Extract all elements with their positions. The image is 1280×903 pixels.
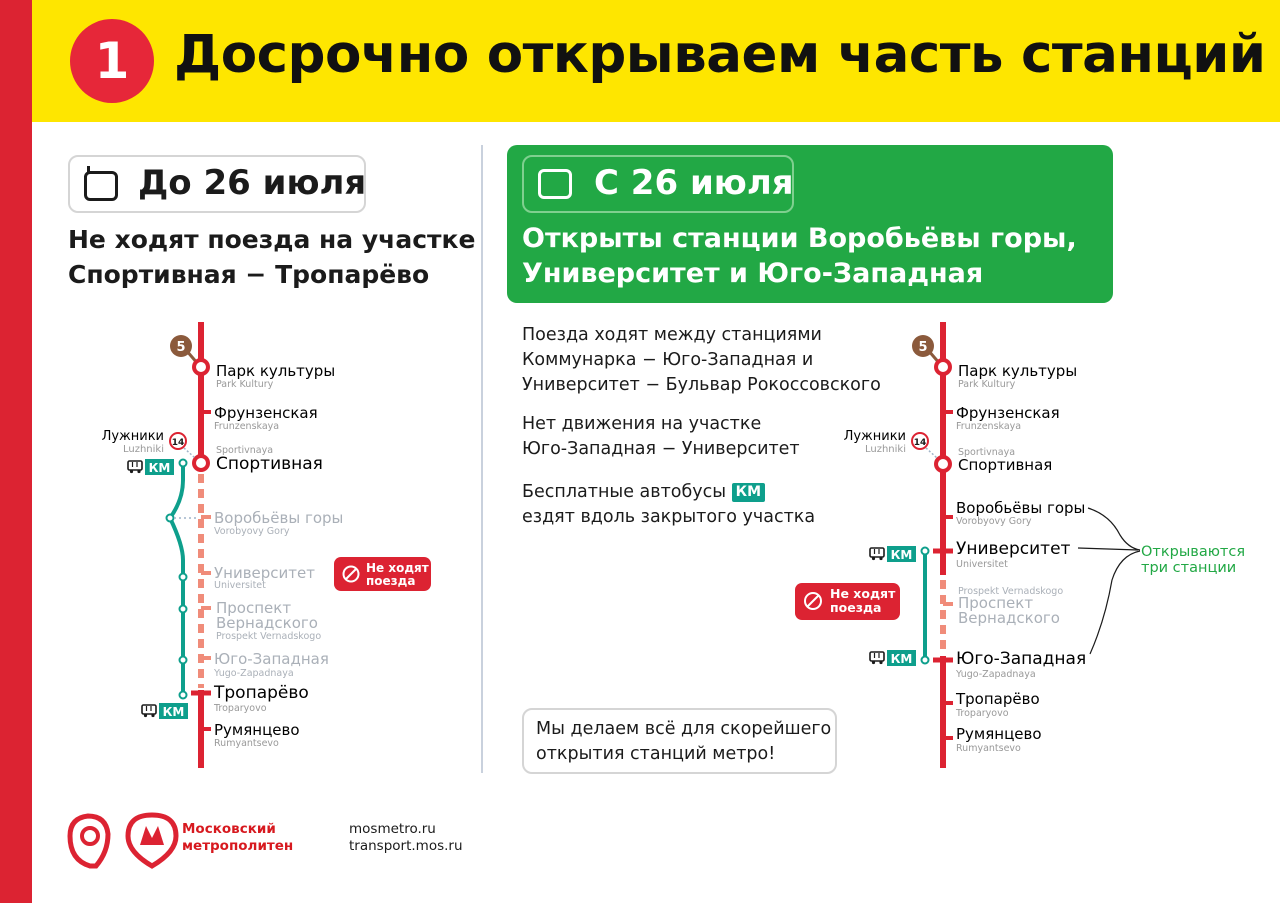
station-prosp-en: Prospekt Vernadskogo <box>216 631 322 642</box>
metro-org-name <box>182 821 293 855</box>
station-yugo-ru: Юго-Западная <box>214 650 329 668</box>
info-line: Коммунарка − Юго-Западная и <box>522 350 814 370</box>
km-badge: КМ <box>732 483 765 502</box>
station-prosp-ru-2: Вернадского <box>216 614 318 632</box>
station-vorob-ru: Воробьёвы горы <box>956 499 1086 517</box>
station-vorob-en: Vorobyovy Gory <box>214 526 290 537</box>
station-rumyan-ru: Румянцево <box>214 721 300 739</box>
info-line: Поезда ходят между станциями <box>522 325 822 345</box>
station-rumyan-ru: Румянцево <box>956 725 1042 743</box>
no-trains-line-2: поезда <box>830 600 882 615</box>
section-number-badge: 1 <box>70 19 154 103</box>
station-park-en: Park Kultury <box>216 379 274 390</box>
moscow-metro-logo <box>128 815 176 866</box>
callout-line <box>1078 548 1138 550</box>
station-park-en: Park Kultury <box>958 379 1016 390</box>
station-sport-en: Sportivnaya <box>216 445 274 456</box>
callout-line-2: три станции <box>1141 560 1237 576</box>
date-before-label: До 26 июля <box>138 163 367 203</box>
station-vorob-en: Vorobyovy Gory <box>956 516 1032 527</box>
station-tropar-en: Troparyovo <box>956 708 1009 719</box>
station-univ-ru: Университет <box>956 539 1071 559</box>
station-transfer-sport <box>194 456 208 470</box>
date-after-label: С 26 июля <box>594 163 794 203</box>
left-subtitle-line-1: Не ходят поезда на участке <box>68 225 476 254</box>
note-line: Мы делаем всё для скорейшего <box>536 719 832 739</box>
station-luzhniki-ru: Лужники <box>101 429 164 444</box>
left-subtitle-line-2: Спортивная − Тропарёво <box>68 260 430 289</box>
bus-icon <box>870 548 884 560</box>
km-label: КМ <box>162 705 185 719</box>
callout-line-1: Открываются <box>1141 544 1246 560</box>
station-prosp-ru-1: Проспект <box>958 594 1034 612</box>
station-univ-en: Universitet <box>956 559 1008 570</box>
station-yugo-en: Yugo-Zapadnaya <box>956 669 1036 680</box>
station-tropar-ru: Тропарёво <box>956 690 1040 708</box>
station-sport-ru: Спортивная <box>958 456 1053 474</box>
station-park-ru: Парк культуры <box>958 362 1078 380</box>
station-luzhniki-en: Luzhniki <box>864 444 906 455</box>
no-trains-line-1: Не ходят <box>830 586 896 601</box>
page-title: Досрочно открываем часть станций <box>174 24 1266 85</box>
callout-line <box>1088 508 1140 550</box>
info-line: Юго-Западная − Университет <box>522 439 800 459</box>
station-univ-en: Universitet <box>214 580 266 591</box>
station-tropar-ru: Тропарёво <box>214 683 309 703</box>
station-frunz-en: Frunzenskaya <box>956 421 1022 432</box>
no-trains-line-2: поезда <box>366 574 416 588</box>
station-rumyan-en: Rumyantsevo <box>956 743 1021 754</box>
scheme-after <box>795 322 1245 768</box>
line-5-number: 5 <box>918 340 928 355</box>
station-prosp-ru-2: Вернадского <box>958 609 1060 627</box>
station-vorob-ru: Воробьёвы горы <box>214 509 344 527</box>
station-park-ru: Парк культуры <box>216 362 336 380</box>
station-frunz-en: Frunzenskaya <box>214 421 280 432</box>
bus-icon <box>870 652 884 664</box>
station-sport-en: Sportivnaya <box>958 447 1016 458</box>
bus-icon <box>128 461 142 473</box>
km-label: КМ <box>148 461 171 475</box>
station-luzhniki-en: Luzhniki <box>122 444 164 455</box>
line-5-number: 5 <box>176 340 186 355</box>
km-label: КМ <box>890 548 913 562</box>
station-frunz-ru: Фрунзенская <box>956 404 1060 422</box>
callout-line <box>1090 551 1140 654</box>
station-yugo-ru: Юго-Западная <box>956 649 1087 669</box>
station-univ-ru: Университет <box>214 564 315 582</box>
station-prosp-en: Prospekt Vernadskogo <box>958 586 1064 597</box>
note-line: открытия станций метро! <box>536 744 776 764</box>
link-transport[interactable]: transport.mos.ru <box>349 838 463 854</box>
right-subtitle-line-1: Открыты станции Воробьёвы горы, <box>522 223 1077 254</box>
station-tropar-en: Troparyovo <box>214 703 267 714</box>
bus-icon <box>142 705 156 717</box>
info-line: Университет − Бульвар Рокоссовского <box>522 375 881 395</box>
station-sport-ru: Спортивная <box>216 454 323 474</box>
info-line: Нет движения на участке <box>522 414 762 434</box>
link-mosmetro[interactable]: mosmetro.ru <box>349 821 436 837</box>
org-name-line-1: Московский <box>182 821 276 837</box>
station-prosp-ru-1: Проспект <box>216 599 292 617</box>
station-luzhniki-ru: Лужники <box>843 429 906 444</box>
footer-logos <box>70 815 176 866</box>
km-label: КМ <box>890 652 913 666</box>
info-line: Бесплатные автобусы <box>522 482 727 502</box>
station-transfer-park <box>194 360 208 374</box>
info-line: ездят вдоль закрытого участка <box>522 507 816 527</box>
no-trains-line-1: Не ходят <box>366 561 429 575</box>
footer-links <box>349 821 463 855</box>
line-14-number: 14 <box>913 438 927 448</box>
scheme-before <box>102 322 431 768</box>
moscow-transport-logo <box>70 816 108 866</box>
station-yugo-en: Yugo-Zapadnaya <box>214 668 294 679</box>
line-14-number: 14 <box>171 438 185 448</box>
right-subtitle-line-2: Университет и Юго-Западная <box>522 258 984 289</box>
org-name-line-2: метрополитен <box>182 838 294 854</box>
station-frunz-ru: Фрунзенская <box>214 404 318 422</box>
station-rumyan-en: Rumyantsevo <box>214 738 279 749</box>
